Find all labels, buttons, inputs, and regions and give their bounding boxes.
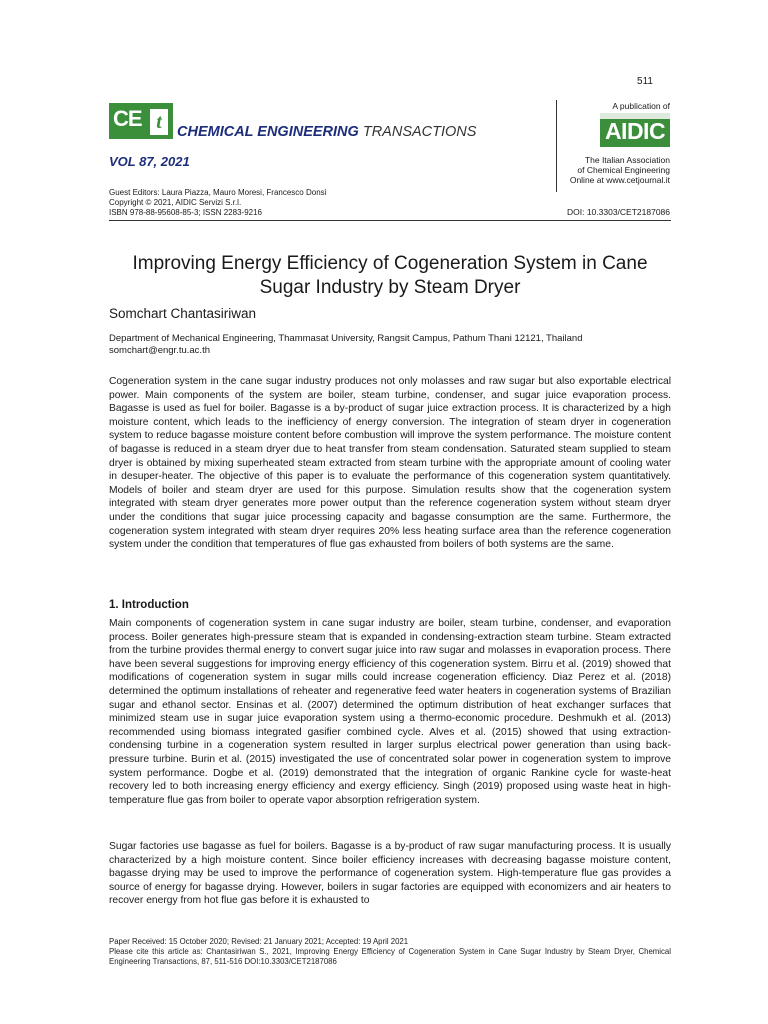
author-email[interactable]: somchart@engr.tu.ac.th xyxy=(109,345,210,356)
abstract-paragraph: Cogeneration system in the cane sugar industry produces not only molasses and raw sugar but also exportable electrical power. Main components of the system are boiler, steam turbine, condenser, and sugar juice evaporation process. Bagasse is used as fuel for boiler. Bagasse is a by-product of sugar juice extraction process. It is characterized by a high moisture content, which leads to the inefficiency of energy conversion. The integration of steam dryer in cogeneration system to reduce bagasse moisture content before combustion will improve the system performance. The moisture content of bagasse is reduced in a steam dryer due to heat transfer from steam condensation. Saturated steam supplied to steam dryer is obtained by mixing superheated steam extracted from steam turbine with the appropriate amount of cooling water in desuper-heater. The objective of this paper is to evaluate the performance of this cogeneration system quantitatively. Models of boiler and steam dryer are used for this purpose. Simulation results show that the cogeneration system integrated with steam dryer generates more power output than the reference cogeneration system without steam dryer under the conditions that sugar juice processing capacity and bagasse consumption are the same. Furthermore, the cogeneration system integrated with steam dryer requires 20% less heating surface area than the reference cogeneration system under the condition that temperatures of flue gas exhausted from boilers of both systems are the same. xyxy=(109,376,671,551)
association-line: The Italian Association xyxy=(584,155,670,165)
journal-website[interactable]: Online at www.cetjournal.it xyxy=(569,175,670,185)
author-name: Somchart Chantasiriwan xyxy=(109,306,257,321)
page-number: 511 xyxy=(637,76,653,87)
intro-paragraph: Sugar factories use bagasse as fuel for boilers. Bagasse is a by-product of raw sugar manufacturing process. It is usually characterized by a high moisture content. Since boiler efficiency increases with decreasing bagasse moisture content, bagasse drying may be used to improve the performance of cogeneration system. High-temperature flue gas provides a source of energy for bagasse drying. However, boilers in sugar factories are equipped with economizers and air heaters to recover energy from hot flue gas before it is exhausted to xyxy=(109,841,671,907)
citation-note: Please cite this article as: Chantasiriwan S., 2021, Improving Energy Efficiency of Cogeneration System in Cane Sugar Industry by Steam Dryer, Chemical Engineering Transactions, 87, 511-516 DOI:10.3303/CET2187086 xyxy=(109,947,671,966)
title-line: Sugar Industry by Steam Dryer xyxy=(259,277,521,298)
section-heading: 1. Introduction xyxy=(109,599,189,611)
article-title xyxy=(109,252,671,300)
copyright: Copyright © 2021, AIDIC Servizi S.r.l. xyxy=(109,198,242,207)
title-line: Improving Energy Efficiency of Cogeneration System in Cane xyxy=(132,253,648,274)
intro-paragraph: Main components of cogeneration system in cane sugar industry are boiler, steam turbine, condenser, and evaporation process. Boiler generates high-pressure steam that is expanded in condensing-extraction steam turbine. Steam extracted from the turbine provides thermal energy to convert sugar juice into raw sugar and molasses in evaporation process. There have been several suggestions for improving energy efficiency of this cogeneration system. Birru et al. (2019) showed that modifications of cogeneration system in sugar mills could increase cogeneration efficiency. Diaz Perez et al. (2018) determined the optimum installations of reheater and regenerative feed water heaters in cogeneration systems of Brazilian sugar and ethanol sector. Ensinas et al. (2007) determined the optimum distribution of heat exchanger surfaces that minimized steam use in sugar juice evaporation system using a thermo-economic procedure. Deshmukh et al. (2013) recommended using biomass integrated gasifier combined cycle. Alves et al. (2015) showed that using extraction-condensing turbine in a cogeneration system resulted in larger surplus electrical power generation than using back-pressure turbine. Burin et al. (2015) investigated the use of concentrated solar power in cogeneration system to improve system performance. Dogbe et al. (2019) demonstrated that the integration of organic Rankine cycle for waste-heat recovery led to both increasing energy efficiency and exergy efficiency. Singh (2019) proposed using waste heat in high-temperature flue gas from boiler to operate vapor absorption refrigeration system. xyxy=(109,618,671,806)
journal-name-light: TRANSACTIONS xyxy=(358,124,477,140)
footer-notes xyxy=(109,937,671,967)
logo-t-text: t xyxy=(150,109,168,135)
volume-label: VOL 87, 2021 xyxy=(109,154,190,169)
journal-name-bold: CHEMICAL ENGINEERING xyxy=(177,124,359,140)
editors-block xyxy=(109,188,327,218)
cet-logo xyxy=(109,103,173,139)
affiliation-block xyxy=(109,333,583,357)
publication-of-label: A publication of xyxy=(612,101,670,111)
association-line: of Chemical Engineering xyxy=(577,165,670,175)
affiliation: Department of Mechanical Engineering, Thammasat University, Rangsit Campus, Pathum Thani 12121, Thailand xyxy=(109,333,583,344)
guest-editors: Guest Editors: Laura Piazza, Mauro Moresi, Francesco Donsì xyxy=(109,188,327,197)
association-info xyxy=(570,155,670,185)
header-divider-vertical xyxy=(556,100,557,192)
doi-label[interactable]: DOI: 10.3303/CET2187086 xyxy=(566,207,670,217)
received-dates: Paper Received: 15 October 2020; Revised: 21 January 2021; Accepted: 19 April 2021 xyxy=(109,937,409,946)
aidic-logo-text: AIDIC xyxy=(604,118,666,144)
header-divider xyxy=(109,220,671,221)
logo-ce-text: CE xyxy=(113,106,142,131)
journal-name xyxy=(177,124,476,140)
aidic-logo xyxy=(600,113,670,147)
isbn-issn: ISBN 978-88-95608-85-3; ISSN 2283-9216 xyxy=(109,208,262,217)
